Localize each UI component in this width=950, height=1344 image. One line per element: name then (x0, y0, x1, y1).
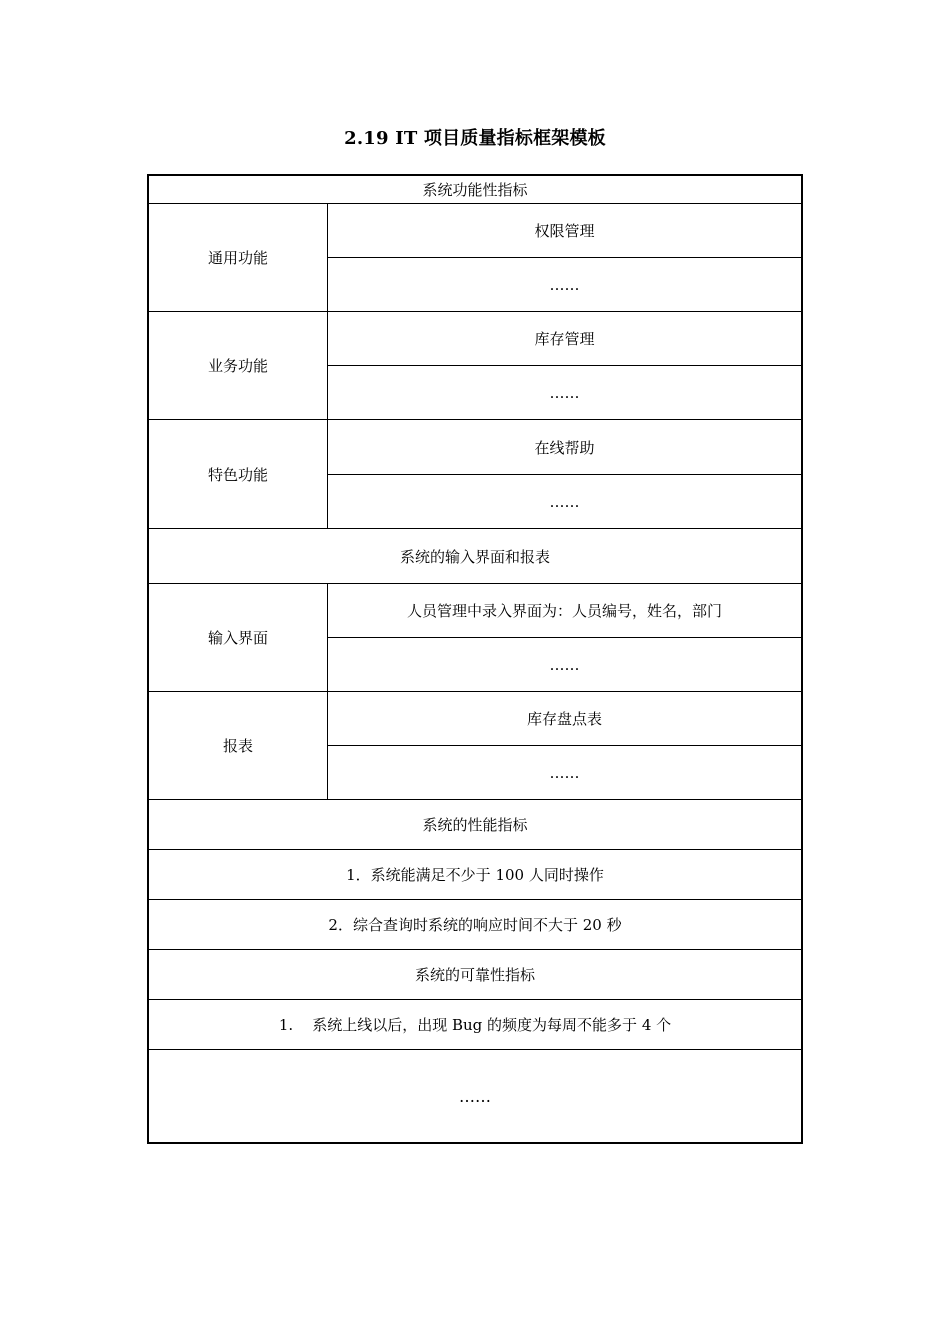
performance-header: 系统的性能指标 (422, 816, 528, 834)
group-item: 权限管理 (534, 222, 595, 240)
group-label-input-ui: 输入界面 (207, 629, 268, 647)
group-item: 在线帮助 (534, 438, 595, 457)
reliability-item: …… (459, 1086, 491, 1106)
group-item: …… (549, 383, 580, 402)
column-divider (327, 583, 328, 799)
performance-item: 1．系统能满足不少于 100 人同时操作 (346, 866, 604, 884)
quality-metrics-table (147, 174, 803, 1144)
performance-item: 2．综合查询时系统的响应时间不大于 20 秒 (328, 916, 622, 934)
io-header: 系统的输入界面和报表 (399, 547, 550, 566)
group-item: 库存管理 (534, 330, 595, 348)
reliability-item: 1. 系统上线以后，出现 Bug 的频度为每周不能多于 4 个 (278, 1016, 672, 1034)
group-item: 库存盘点表 (526, 710, 602, 728)
functional-header: 系统功能性指标 (422, 181, 528, 199)
group-item: …… (549, 275, 580, 294)
group-label-general: 通用功能 (207, 249, 268, 267)
group-label-reports: 报表 (222, 737, 253, 755)
group-item: …… (549, 655, 580, 674)
reliability-header: 系统的可靠性指标 (414, 966, 535, 984)
group-item: 人员管理中录入界面为：人员编号，姓名，部门 (406, 602, 722, 620)
group-item: …… (549, 763, 580, 782)
page-title: 2.19 IT 项目质量指标框架模板 (344, 128, 606, 149)
group-label-featured: 特色功能 (207, 465, 268, 484)
column-divider (327, 203, 328, 528)
group-item: …… (549, 492, 580, 511)
group-label-business: 业务功能 (207, 357, 268, 375)
